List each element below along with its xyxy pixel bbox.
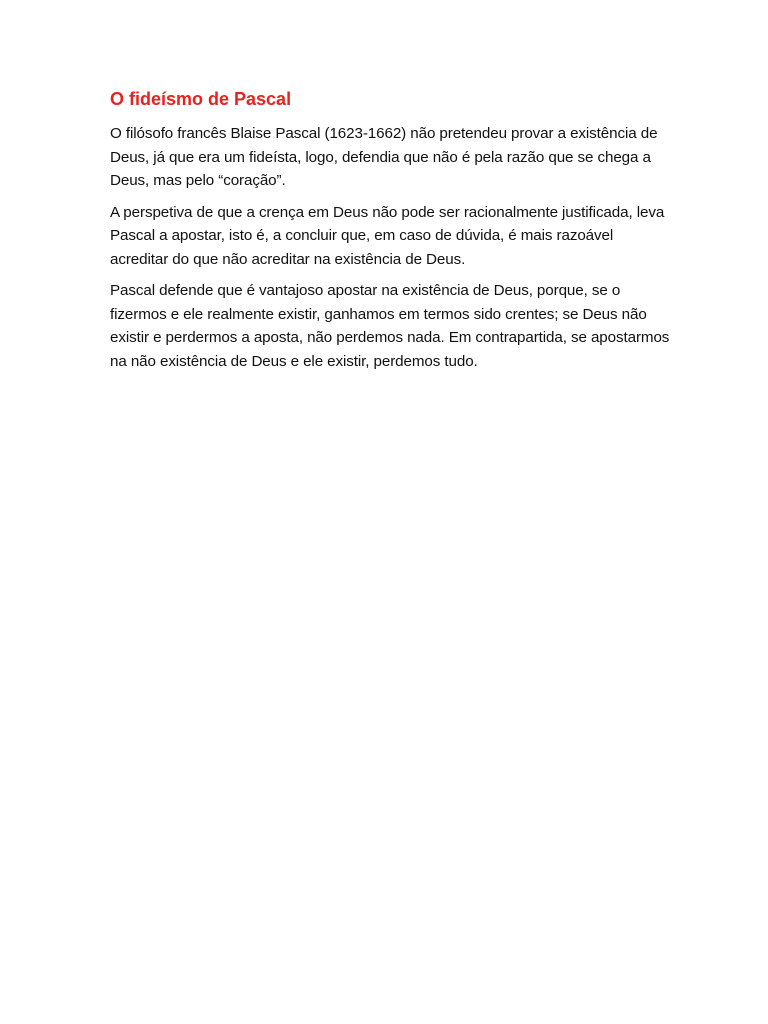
paragraph-pascal-fideism: O filósofo francês Blaise Pascal (1623-1662) não pretendeu provar a existência de Deus, já que era um fideísta, logo, defendia que não é pela razão que se chega a Deus, mas pelo “coração”.	[110, 125, 658, 189]
document-body	[110, 86, 670, 381]
paragraph-wager-argument: Pascal defende que é vantajoso apostar na existência de Deus, porque, se o fizermos e ele realmente existir, ganhamos em termos sido crentes; se Deus não existir e perdermos a aposta, não perdemos nada. Em contrapartida, se apostarmos na não existência de Deus e ele existir, perdemos tudo.	[110, 282, 670, 370]
paragraph-wager-conclusion: A perspetiva de que a crença em Deus não pode ser racionalmente justificada, leva Pascal a apostar, isto é, a concluir que, em caso de dúvida, é mais razoável acreditar do que não acreditar na existência de Deus.	[110, 203, 665, 268]
document-title: O fideísmo de Pascal	[110, 89, 292, 109]
